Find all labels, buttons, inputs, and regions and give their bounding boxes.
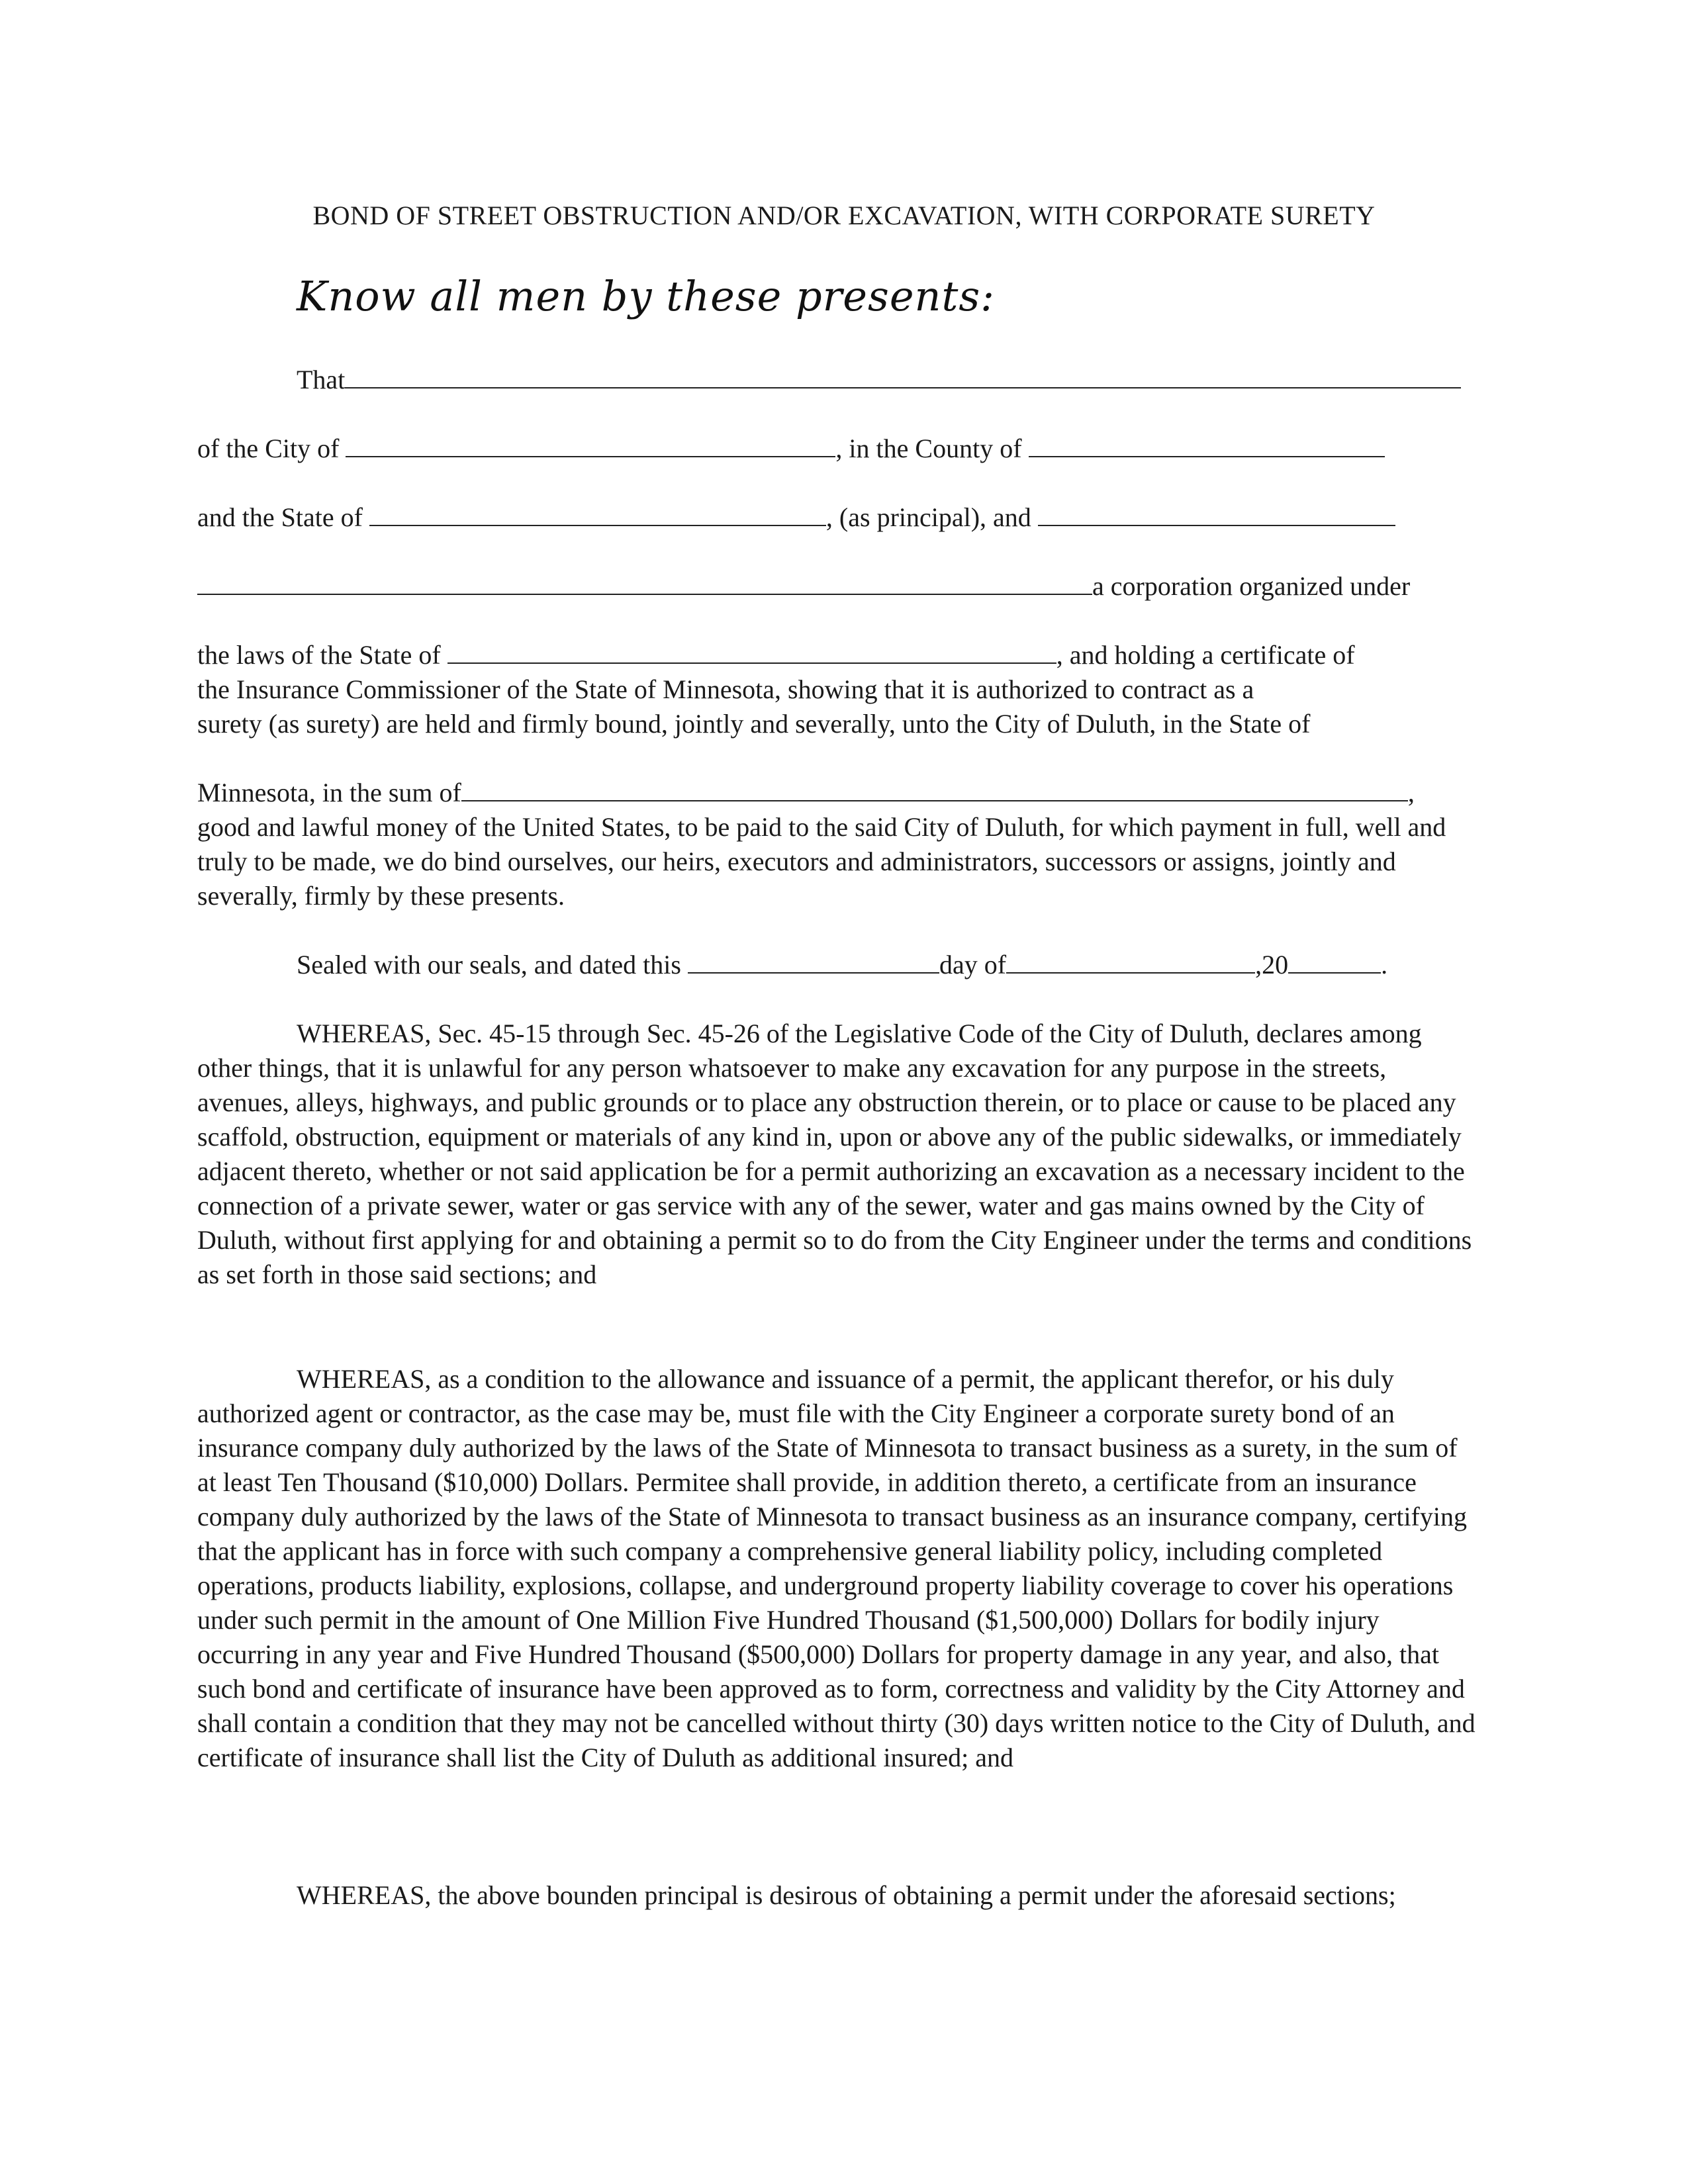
insurance-line-1: the Insurance Commissioner of the State of Minnesota, showing that it is authorized to contract as a <box>197 674 1254 704</box>
county-field[interactable] <box>1029 432 1385 457</box>
whereas-paragraph-3: WHEREAS, the above bounden principal is desirous of obtaining a permit under the aforesaid sections; <box>297 1880 1396 1910</box>
sum-label: Minnesota, in the sum of <box>197 778 461 807</box>
laws-state-field[interactable] <box>447 639 1056 664</box>
sum-line <box>197 776 1468 810</box>
sum-end: , <box>1407 778 1415 807</box>
surety-name-field[interactable] <box>1038 501 1395 526</box>
year-prefix: ,20 <box>1255 950 1289 979</box>
principal-label: , (as principal), and <box>825 502 1031 532</box>
that-label: That <box>297 365 346 394</box>
year-field[interactable] <box>1288 948 1381 974</box>
day-field[interactable] <box>688 948 939 974</box>
state-label: and the State of <box>197 502 363 532</box>
whereas-paragraph-2: WHEREAS, as a condition to the allowance and issuance of a permit, the applicant therefor, or his duly authorized agent or contractor, as the case may be, must file with the City Engineer a corporate surety bond of an insurance company duly authorized by the laws of the State of Minnesota to transact business as a surety, in the sum of at least Ten Thousand ($10,000) Dollars. Permitee shall provide, in addition thereto, a certificate from an insurance company duly authorized by the laws of the State of Minnesota to transact business as an insurance company, certifying that the applicant has in force with such company a comprehensive general liability policy, including completed operations, products liability, explosions, collapse, and underground property liability coverage to cover his operations under such permit in the amount of One Million Five Hundred Thousand ($1,500,000) Dollars for bodily injury occurring in any year and Five Hundred Thousand ($500,000) Dollars for property damage in any year, and also, that such bond and certificate of insurance have been approved as to form, correctness and validity by the City Attorney and shall contain a condition that they may not be cancelled without thirty (30) days written notice to the City of Duluth, and certificate of insurance shall list the City of Duluth as additional insured; and <box>197 1364 1476 1772</box>
whereas-paragraph-1: WHEREAS, Sec. 45-15 through Sec. 45-26 of the Legislative Code of the City of Duluth, declares among other things, that it is unlawful for any person whatsoever to make any excavation for any purpose in the streets, avenues, alleys, highways, and public grounds or to place any obstruction therein, or to place or cause to be placed any scaffold, obstruction, equipment or materials of any kind in, upon or above any of the public sidewalks, or immediately adjacent thereto, whether or not said application be for a permit authorizing an excavation as a necessary incident to the connection of a private sewer, water or gas service with any of the sewer, water and gas mains owned by the City of Duluth, without first applying for and obtaining a permit so to do from the City Engineer under the terms and conditions as set forth in those said sections; and <box>197 1019 1472 1289</box>
city-county-line <box>197 432 1468 466</box>
state-field[interactable] <box>369 501 826 526</box>
sealed-line <box>297 948 1475 982</box>
day-label: day of <box>939 950 1007 979</box>
certificate-label: , and holding a certificate of <box>1056 640 1355 670</box>
corporation-label: a corporation organized under <box>1092 571 1411 601</box>
sealed-label: Sealed with our seals, and dated this <box>297 950 681 979</box>
county-label: , in the County of <box>835 433 1022 463</box>
sum-field[interactable] <box>461 776 1408 801</box>
money-paragraph: good and lawful money of the United States, to be paid to the said City of Duluth, for which payment in full, well and truly to be made, we do bind ourselves, our heirs, executors and administrators, successors or assigns, jointly and severally, firmly by these presents. <box>197 812 1446 911</box>
city-label: of the City of <box>197 433 340 463</box>
corporation-line <box>197 569 1468 604</box>
state-principal-line <box>197 500 1468 535</box>
laws-state-line <box>197 638 1468 672</box>
script-heading: Know all men by these presents: <box>297 272 996 320</box>
laws-state-label: the laws of the State of <box>197 640 441 670</box>
year-end: . <box>1381 950 1388 979</box>
surety-corporation-field[interactable] <box>197 570 1092 595</box>
insurance-line-2: surety (as surety) are held and firmly bound, jointly and severally, unto the City of Duluth, in the State of <box>197 709 1311 739</box>
that-line <box>297 363 1468 397</box>
month-field[interactable] <box>1006 948 1255 974</box>
city-field[interactable] <box>346 432 835 457</box>
document-title: BOND OF STREET OBSTRUCTION AND/OR EXCAVATION, WITH CORPORATE SURETY <box>312 201 1376 230</box>
principal-name-field[interactable] <box>345 363 1461 388</box>
